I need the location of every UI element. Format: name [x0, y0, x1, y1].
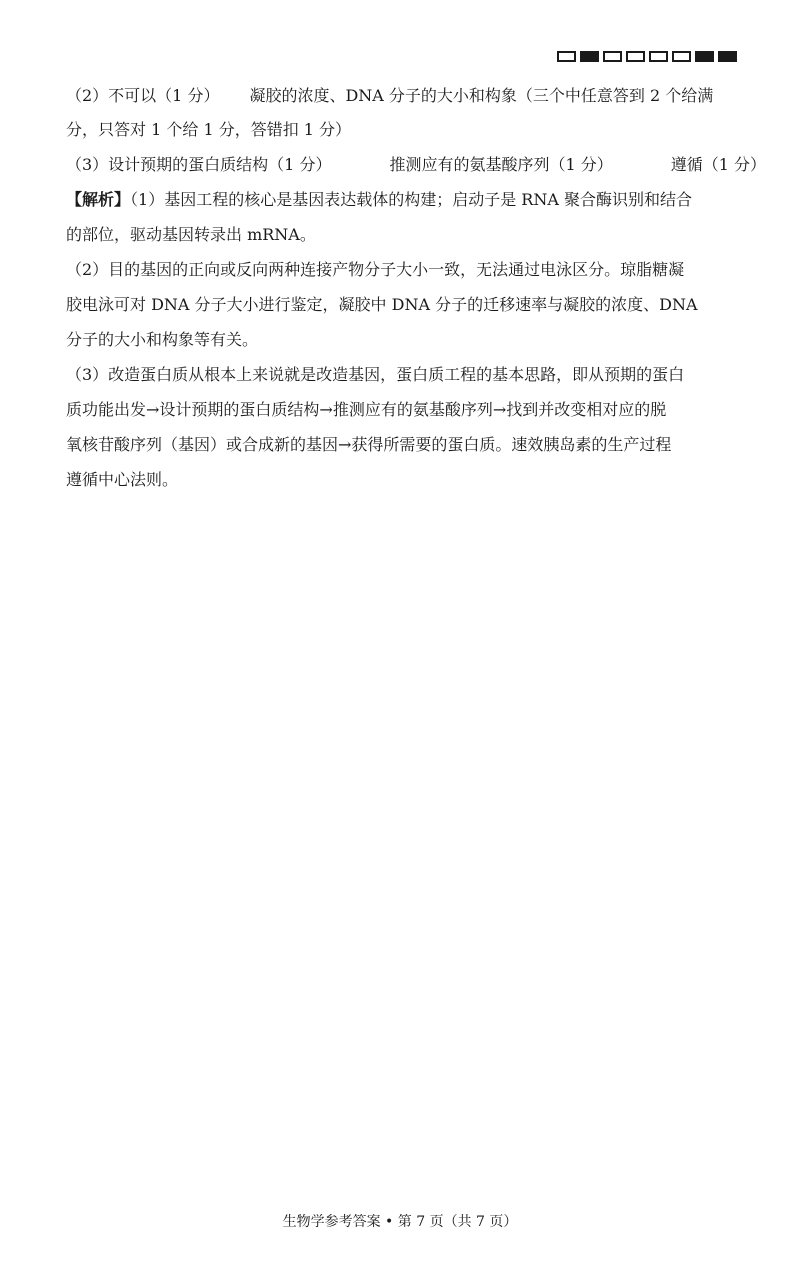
analysis-p3-line4: 遵循中心法则。: [66, 470, 179, 489]
answer2-label: （2）不可以（1 分）: [66, 86, 220, 105]
analysis-tag: 【解析】: [66, 190, 131, 209]
analysis-p3-line3: 氧核苷酸序列（基因）或合成新的基因→获得所需要的蛋白质。速效胰岛素的生产过程: [66, 435, 672, 454]
answer3-part2: 推测应有的氨基酸序列（1 分）: [389, 155, 613, 174]
answer3-part1: （3）设计预期的蛋白质结构（1 分）: [66, 155, 332, 174]
header-mark: [580, 51, 599, 62]
answer3-part3: 遵循（1 分）: [670, 155, 766, 174]
answer3-line: [66, 150, 766, 180]
header-mark: [603, 51, 622, 62]
header-mark: [626, 51, 645, 62]
analysis-p2-line1: （2）目的基因的正向或反向两种连接产物分子大小一致，无法通过电泳区分。琼脂糖凝: [66, 260, 685, 279]
analysis-p3-line1: （3）改造蛋白质从根本上来说就是改造基因，蛋白质工程的基本思路，即从预期的蛋白: [66, 365, 685, 384]
answer2-line2: 分，只答对 1 个给 1 分，答错扣 1 分）: [66, 120, 352, 139]
analysis-p1-line2: 的部位，驱动基因转录出 mRNA。: [66, 225, 316, 244]
header-mark: [557, 51, 576, 62]
analysis-p1-line1: [66, 185, 692, 215]
header-mark: [649, 51, 668, 62]
analysis-p2-line2: 胶电泳可对 DNA 分子大小进行鉴定，凝胶中 DNA 分子的迁移速率与凝胶的浓度、DNA: [66, 295, 698, 314]
header-marks: [557, 51, 737, 62]
answer2-detail: 凝胶的浓度、DNA 分子的大小和构象（三个中任意答到 2 个给满: [249, 86, 714, 105]
header-mark: [695, 51, 714, 62]
page-footer: 生物学参考答案 • 第 7 页（共 7 页）: [282, 1214, 518, 1230]
answer2-line1: [66, 81, 713, 111]
header-mark: [672, 51, 691, 62]
header-mark: [718, 51, 737, 62]
analysis-p1-text: （1）基因工程的核心是基因表达载体的构建；启动子是 RNA 聚合酶识别和结合: [130, 190, 692, 209]
analysis-p2-line3: 分子的大小和构象等有关。: [66, 330, 259, 349]
analysis-p3-line2: 质功能出发→设计预期的蛋白质结构→推测应有的氨基酸序列→找到并改变相对应的脱: [66, 400, 667, 419]
